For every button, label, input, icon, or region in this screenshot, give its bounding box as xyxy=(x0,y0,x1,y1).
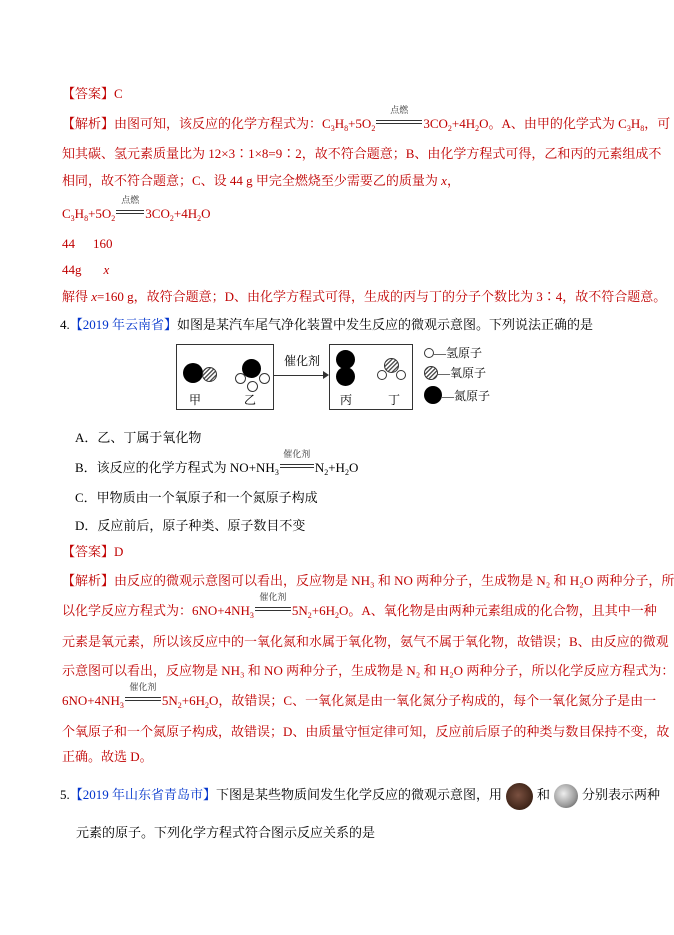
q4-analysis-line-3: 元素是氧元素，所以该反应中的一氧化氮和水属于氧化物，氨气不属于氧化物，故错误；B、由反应的微观 xyxy=(62,634,669,649)
gray-atom-icon xyxy=(554,784,578,808)
reaction-arrow xyxy=(116,195,144,216)
reaction-condition: 催化剂 xyxy=(283,449,311,459)
hydrogen-atom xyxy=(396,370,406,380)
legend-hydrogen xyxy=(424,344,482,361)
q3-equation: $C_3H_8+5O_2$ 点燃 $3CO_2+4H_2O$ xyxy=(62,195,211,223)
nitrogen-atom xyxy=(242,359,261,378)
reaction-arrow xyxy=(255,592,291,613)
hydrogen-atom xyxy=(259,373,270,384)
text: 以化学反应方程式为：6NO+4NH xyxy=(62,603,250,618)
text: 44g xyxy=(62,262,82,277)
text: 解得 xyxy=(62,289,92,304)
q3-ratio-row-1 xyxy=(62,236,113,252)
analysis-tag: 【解析】 xyxy=(62,573,115,588)
text: +6H xyxy=(181,693,206,708)
text: H xyxy=(74,206,85,221)
text: N xyxy=(314,460,325,475)
reaction-condition: 催化剂 xyxy=(129,682,157,692)
q4-analysis-line-2: 以化学反应方程式为：$6NO+4NH_3$ 催化剂 $5N_2+6H_2O$。A、氧化物是由两种元素组成的化合物，且其中一种 xyxy=(62,592,657,620)
q5-stem-line-2: 元素的原子。下列化学方程式符合图示反应关系的是 xyxy=(76,825,376,840)
text: +4H xyxy=(451,116,476,131)
text: 44 xyxy=(62,236,75,251)
q3-analysis-line-2: 知其碳、氢元素质量比为 12×3∶1×8=9∶2，故不符合题意；B、由化学方程式可得，乙和丙的元素组成不 xyxy=(62,146,662,161)
text: +6H xyxy=(311,603,336,618)
text: =160 g，故符合题意；D、由化学方程式可得，生成的丙与丁的分子个数比为 3∶4，故不符合题意。 xyxy=(97,289,667,304)
text: +5O xyxy=(88,206,112,221)
q4-analysis-line-5: $6NO+4NH_3$ 催化剂 $5N_2+6H_2O$，故错误；C、一氧化氮是由一氧化氮分子构成的，每个一氧化氮分子是由一 xyxy=(62,682,657,710)
text: 160 xyxy=(93,236,113,251)
hydrogen-atom xyxy=(377,370,387,380)
oxygen-atom-icon xyxy=(424,366,438,380)
reaction-arrow xyxy=(125,682,161,703)
products-box xyxy=(329,344,413,410)
label-bing: 丙 xyxy=(340,393,353,407)
reaction-condition: 点燃 xyxy=(390,105,409,115)
analysis-tag: 【解析】 xyxy=(62,116,115,131)
q5-stem xyxy=(60,781,660,810)
nitrogen-atom-icon xyxy=(424,386,442,404)
reaction-arrow xyxy=(280,449,314,470)
q4-analysis-line-7: 正确。故选 D。 xyxy=(62,749,153,764)
oxygen-atom xyxy=(384,358,399,373)
variable: x xyxy=(91,289,98,304)
legend-label: —氧原子 xyxy=(438,366,487,380)
label-yi: 乙 xyxy=(244,393,257,407)
question-text: 分别表示两种 xyxy=(582,787,661,802)
legend-nitrogen xyxy=(424,386,490,404)
option-b: B．该反应的化学方程式为 $NO+NH_3$ 催化剂 $N_2+H_2O$ xyxy=(75,449,359,477)
text: ， xyxy=(446,173,460,188)
label-ding: 丁 xyxy=(388,393,401,407)
text: 相同，故不符合题意；C、设 44 g 甲完全燃烧至少需要乙的质量为 xyxy=(62,173,442,188)
text: 3CO xyxy=(145,206,170,221)
text: O xyxy=(201,206,211,221)
reaction-condition: 点燃 xyxy=(121,195,140,205)
hydrogen-atom-icon xyxy=(424,348,434,358)
answer-value: C xyxy=(114,86,123,101)
text: H xyxy=(334,116,345,131)
q3-analysis-line-4 xyxy=(62,289,666,305)
question-text: 和 xyxy=(537,787,551,802)
question-source: 【2019 年云南省】 xyxy=(69,317,178,332)
text: H xyxy=(630,116,641,131)
option-d: D．反应前后，原子种类、原子数目不变 xyxy=(75,518,306,533)
text: +5O xyxy=(348,116,372,131)
question-text: 下图是某些物质间发生化学反应的微观示意图，用 xyxy=(216,787,503,802)
legend-label: —氮原子 xyxy=(442,388,491,403)
variable: x xyxy=(103,262,110,277)
answer-value: D xyxy=(114,544,124,559)
question-number: 5. xyxy=(60,787,70,802)
answer-tag: 【答案】 xyxy=(62,86,115,101)
q3-analysis-line-3 xyxy=(62,173,460,189)
nitrogen-atom xyxy=(183,363,203,383)
question-number: 4. xyxy=(60,317,70,332)
text: 5N xyxy=(161,693,178,708)
text: 由反应的微观示意图可以看出，反应物是 NH₃ 和 NO 两种分子，生成物是 N₂ 和 H₂O 两种分子，所 xyxy=(114,573,674,588)
text: +H xyxy=(328,460,345,475)
reaction-condition: 催化剂 xyxy=(259,592,287,602)
text: 由图可知，该反应的化学方程式为：C xyxy=(114,116,331,131)
reaction-arrow xyxy=(376,105,422,126)
q4-answer xyxy=(62,544,123,560)
legend-oxygen xyxy=(424,364,486,381)
question-text: 如图是某汽车尾气净化装置中发生反应的微观示意图。下列说法正确的是 xyxy=(177,317,594,332)
text: O xyxy=(348,460,359,475)
legend-label: —氢原子 xyxy=(434,346,483,360)
text: 5N xyxy=(291,603,308,618)
text: O。A、氧化物是由两种元素组成的化合物，且其中一种 xyxy=(339,603,657,618)
text: O。A、由甲的化学式为 C xyxy=(479,116,627,131)
question-source: 【2019 年山东省青岛市】 xyxy=(69,787,217,802)
reaction-diagram xyxy=(176,344,576,416)
reactants-box xyxy=(176,344,274,410)
q4-stem xyxy=(60,317,593,333)
q3-ratio-row-2 xyxy=(62,262,109,278)
nitrogen-atom xyxy=(336,367,355,386)
text: B．该反应的化学方程式为 NO+NH xyxy=(75,460,275,475)
option-a: A．乙、丁属于氧化物 xyxy=(75,430,202,445)
catalyst-label: 催化剂 xyxy=(284,354,321,368)
q3-analysis-line-1: 【解析】由图可知，该反应的化学方程式为：$C_3H_8+5O_2$ 点燃 $3CO_2+4H_2O$。A、由甲的化学式为 $C_3H_8$，可 xyxy=(62,105,671,133)
text: 6NO+4NH xyxy=(62,693,120,708)
text: 3CO xyxy=(423,116,448,131)
text: +4H xyxy=(173,206,198,221)
text: O，故错误；C、一氧化氮是由一氧化氮分子构成的，每个一氧化氮分子是由一 xyxy=(209,693,657,708)
q4-analysis-line-6: 个氧原子和一个氮原子构成，故错误；D、由质量守恒定律可知，反应前后原子的种类与数目保持不变，故 xyxy=(62,724,670,739)
label-jia: 甲 xyxy=(189,393,202,407)
text: C xyxy=(62,206,71,221)
q3-answer xyxy=(62,86,123,102)
oxygen-atom xyxy=(202,367,217,382)
q4-analysis-line-1 xyxy=(62,573,674,589)
arrow xyxy=(274,375,324,376)
text: ，可 xyxy=(644,116,671,131)
brown-atom-icon xyxy=(506,783,533,810)
variable: x xyxy=(441,173,447,188)
q4-analysis-line-4: 示意图可以看出，反应物是 NH₃ 和 NO 两种分子，生成物是 N₂ 和 H₂O 两种分子，所以化学反应方程式为： xyxy=(62,663,674,678)
answer-tag: 【答案】 xyxy=(62,544,115,559)
option-c: C．甲物质由一个氧原子和一个氮原子构成 xyxy=(75,490,318,505)
